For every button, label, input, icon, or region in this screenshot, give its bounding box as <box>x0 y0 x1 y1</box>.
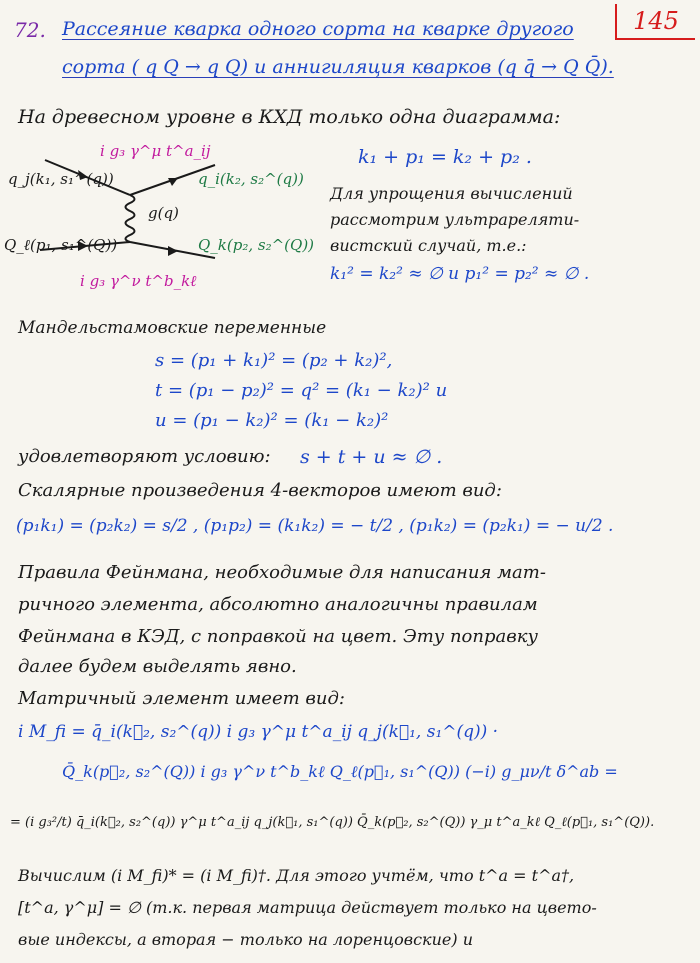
scalar-formula: (p₁k₁) = (p₂k₂) = s/2 , (p₁p₂) = (k₁k₂) = − t/2 , (p₁k₂) = (p₂k₁) = − u/2 . <box>16 516 614 536</box>
matrix-eq-line-3: = (i g₃²/t) q̄_i(k⃗₂, s₂^(q)) γ^μ t^a_ij q_j(k⃗₁, s₁^(q)) Q̄_k(p⃗₂, s₂^(Q)) γ_μ t^a_kℓ Q_ℓ(p⃗₁, s₁^(Q)). <box>10 815 655 830</box>
top-vertex-label: i g₃ γ^μ t^a_ij <box>100 142 211 160</box>
title-line-2: сорта ( q Q → q Q) и аннигиляция кварков (q q̄ → Q Q̄). <box>62 56 614 78</box>
matrix-eq-line-2: Q̄_k(p⃗₂, s₂^(Q)) i g₃ γ^ν t^b_kℓ Q_ℓ(p⃗₁, s₁^(Q)) (−i) g_μν/t δ^ab = <box>62 762 618 781</box>
in-quark-q-label: q_j(k₁, s₁^(q)) <box>8 170 114 188</box>
mandelstam-u: u = (p₁ − k₂)² = (k₁ − k₂)² <box>155 410 389 431</box>
simplification-line-1: Для упрощения вычислений <box>330 184 573 203</box>
problem-number: 72. <box>14 18 46 42</box>
rules-line-3: Фейнмана в КЭД, с поправкой на цвет. Эту поправку <box>18 626 538 647</box>
rules-line-4: далее будем выделять явно. <box>18 656 297 677</box>
out-quark-q-label: q_i(k₂, s₂^(q)) <box>198 170 304 188</box>
gluon-line <box>126 195 135 242</box>
gluon-label: g(q) <box>148 204 179 222</box>
mandelstam-s: s = (p₁ + k₁)² = (p₂ + k₂)², <box>155 350 393 371</box>
massless-condition: k₁² = k₂² ≈ ∅ и p₁² = p₂² ≈ ∅ . <box>330 264 590 284</box>
momentum-conservation: k₁ + p₁ = k₂ + p₂ . <box>358 146 532 168</box>
page-number: 145 <box>615 4 695 40</box>
bottom-vertex-label: i g₃ γ^ν t^b_kℓ <box>80 272 197 290</box>
mandelstam-intro: Мандельстамовские переменные <box>18 318 327 338</box>
scalar-intro: Скалярные произведения 4-векторов имеют вид: <box>18 480 502 501</box>
matrix-intro: Матричный элемент имеет вид: <box>18 688 345 709</box>
conjugate-line-2: [t^a, γ^μ] = ∅ (т.к. первая матрица действует только на цвето- <box>18 898 597 917</box>
out-quark-Q-label: Q_k(p₂, s₂^(Q)) <box>198 236 315 254</box>
mandelstam-t: t = (p₁ − p₂)² = q² = (k₁ − k₂)² и <box>155 380 448 401</box>
intro-text: На древесном уровне в КХД только одна диаграмма: <box>18 106 561 128</box>
arrow-out-Q <box>168 246 178 256</box>
conjugate-line-3: вые индексы, а вторая − только на лоренцовские) и <box>18 930 474 949</box>
simplification-line-3: вистский случай, т.е.: <box>330 236 527 255</box>
matrix-eq-line-1: i M_fi = q̄_i(k⃗₂, s₂^(q)) i g₃ γ^μ t^a_ij q_j(k⃗₁, s₁^(q)) · <box>18 722 499 742</box>
conjugate-line-1: Вычислим (i M_fi)* = (i M_fi)†. Для этого учтём, что t^a = t^a†, <box>18 866 575 885</box>
in-quark-Q-label: Q_ℓ(p₁, s₁^(Q)) <box>4 236 118 254</box>
condition-text: удовлетворяют условию: <box>18 446 271 467</box>
title-line-1: Рассеяние кварка одного сорта на кварке другого <box>62 18 574 40</box>
condition-formula: s + t + u ≈ ∅ . <box>300 446 443 468</box>
rules-line-2: ричного элемента, абсолютно аналогичны правилам <box>18 594 538 615</box>
rules-line-1: Правила Фейнмана, необходимые для написания мат- <box>18 562 546 583</box>
simplification-line-2: рассмотрим ультрареляти- <box>330 210 580 229</box>
